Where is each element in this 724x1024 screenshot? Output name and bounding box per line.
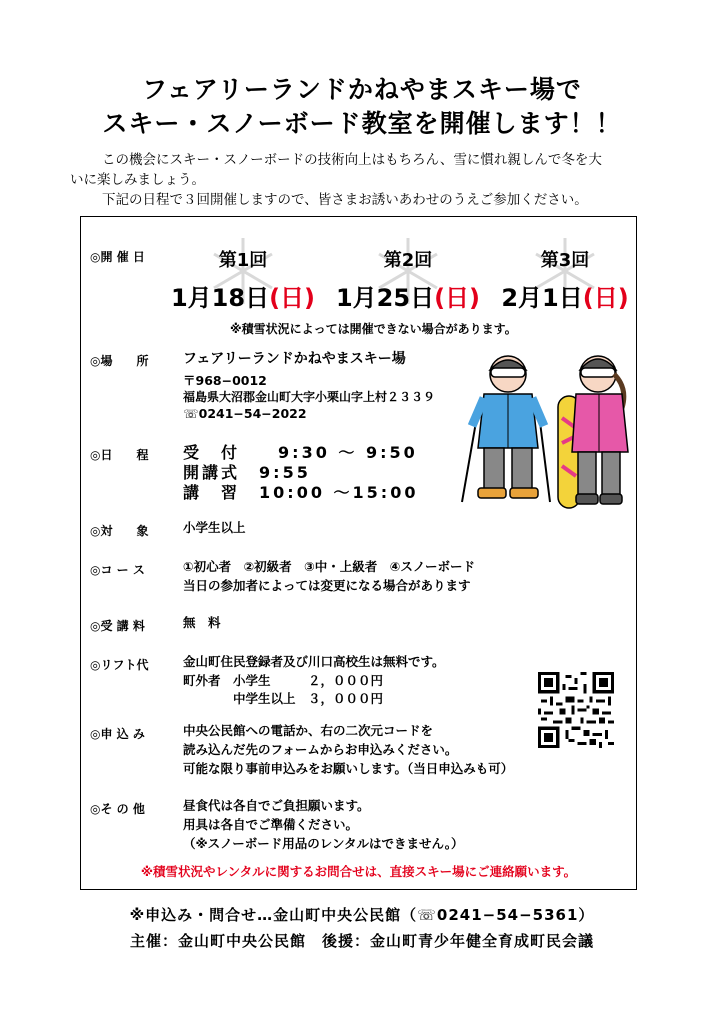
title-line-2: スキー・スノーボード教室を開催します！！ — [102, 109, 622, 138]
apply-line-3: 可能な限り事前申込みをお願いします。（当日申込みも可） — [183, 761, 514, 776]
footer-contact: ※申込み・問合せ…金山町中央公民館（☏0241−54−5361） — [129, 906, 595, 924]
place-label: ◎場 所 — [90, 354, 149, 368]
place-zip: 〒968−0012 — [183, 373, 267, 388]
schedule-row-2: 開講式 9:55 — [183, 463, 311, 482]
other-label: ◎そ の 他 — [90, 802, 145, 816]
lift-line-1: 金山町住民登録者及び川口高校生は無料です。 — [183, 654, 445, 669]
intro-p1b: いに楽しみましょう。 — [70, 172, 205, 188]
schedule-row-1: 受 付 9:30 ～ 9:50 — [183, 443, 418, 462]
session-round: 第1回 — [218, 250, 268, 271]
fee-value: 無 料 — [183, 615, 221, 630]
session-round: 第2回 — [383, 250, 433, 271]
skier-illustration — [458, 352, 558, 512]
info-box — [80, 216, 637, 890]
fee-label: ◎受 講 料 — [90, 619, 145, 633]
target-value: 小学生以上 — [183, 520, 246, 535]
apply-line-2: 読み込んだ先のフォームからお申込みください。 — [183, 742, 458, 757]
target-label: ◎対 象 — [90, 524, 149, 538]
intro-p2: 下記の日程で３回開催しますので、皆さまお誘いあわせのうえご参加ください。 — [102, 192, 588, 208]
qr-code[interactable] — [538, 672, 614, 748]
course-line-2: 当日の参加者によっては変更になる場合があります — [183, 578, 471, 593]
place-address: 福島県大沼郡金山町大字小栗山字上村２３３９ — [183, 390, 436, 404]
intro-p1a: この機会にスキー・スノーボードの技術向上はもちろん、雪に慣れ親しんで冬を大 — [102, 152, 602, 168]
course-label: ◎コ ー ス — [90, 563, 145, 577]
other-line-1: 昼食代は各自でご負担願います。 — [183, 798, 370, 813]
schedule-label: ◎日 程 — [90, 448, 149, 462]
apply-label: ◎申 込 み — [90, 727, 145, 741]
lift-line-2: 町外者 小学生 ２，０００円 — [183, 673, 384, 688]
snowboarder-illustration — [552, 348, 642, 512]
session-date: 2月1日(日) — [501, 284, 629, 312]
other-line-3: （※スノーボード用品のレンタルはできません。） — [183, 836, 464, 851]
footer-sponsor: 主催：金山町中央公民館 後援：金山町青少年健全育成町民会議 — [129, 932, 594, 950]
session-round: 第3回 — [540, 250, 590, 271]
session-date: 1月18日(日) — [170, 284, 316, 312]
dates-label: ◎開 催 日 — [90, 250, 145, 264]
schedule-row-3: 講 習 10:00 ～15:00 — [183, 483, 419, 502]
place-name: フェアリーランドかねやまスキー場 — [183, 351, 406, 367]
title-line-1: フェアリーランドかねやまスキー場で — [142, 75, 582, 104]
intro-text — [70, 150, 648, 210]
place-tel: ☏0241−54−2022 — [183, 406, 307, 421]
session-date: 1月25日(日) — [335, 284, 481, 312]
course-line-1: ①初心者 ②初級者 ③中・上級者 ④スノーボード — [183, 559, 475, 574]
red-note: ※積雪状況やレンタルに関するお問合せは、直接スキー場にご連絡願います。 — [140, 864, 577, 879]
apply-line-1: 中央公民館への電話か、右の二次元コードを — [183, 723, 434, 738]
dates-note: ※積雪状況によっては開催できない場合があります。 — [230, 322, 517, 336]
other-line-2: 用具は各自でご準備ください。 — [183, 817, 359, 832]
lift-label: ◎リフト代 — [90, 658, 149, 672]
lift-line-3: 中学生以上 ３，０００円 — [183, 691, 384, 706]
